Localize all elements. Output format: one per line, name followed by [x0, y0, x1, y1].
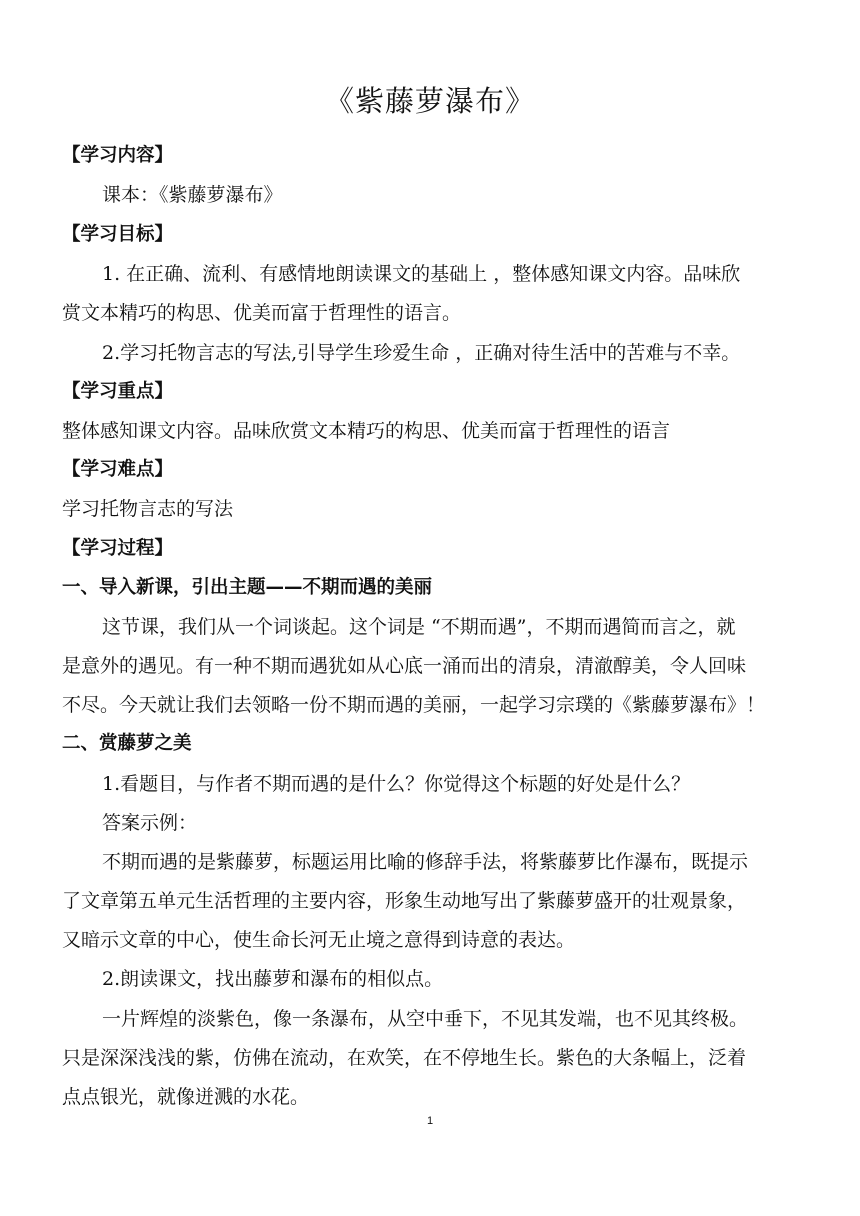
document-title: 《紫藤萝瀑布》: [324, 84, 535, 118]
answer-line-1: 不期而遇的是紫藤萝，标题运用比喻的修辞手法，将紫藤萝比作瀑布，既提示: [102, 851, 749, 873]
question-2: 2.朗读课文，找出藤萝和瀑布的相似点。: [102, 968, 444, 990]
difficulties-text: 学习托物言志的写法: [62, 498, 234, 520]
question-2-text-line-3: 点点银光，就像迸溅的水花。: [62, 1086, 310, 1108]
part-1-paragraph-line-1: 这节课，我们从一个词谈起。这个词是 “不期而遇”，不期而遇简而言之，就: [102, 616, 736, 638]
question-1: 1.看题目，与作者不期而遇的是什么？你觉得这个标题的好处是什么？: [102, 773, 691, 795]
answer-label: 答案示例：: [102, 812, 198, 834]
part-1-heading: 一、导入新课，引出主题——不期而遇的美丽: [62, 577, 433, 598]
part-1-paragraph-line-2: 是意外的遇见。有一种不期而遇犹如从心底一涌而出的清泉，清澈醇美，令人回味: [62, 655, 747, 677]
part-2-heading: 二、赏藤萝之美: [62, 733, 192, 754]
section-heading-process: 【学习过程】: [62, 538, 174, 559]
page-number: 1: [426, 1115, 434, 1127]
section-heading-goals: 【学习目标】: [62, 224, 174, 245]
section-heading-key-points: 【学习重点】: [62, 381, 174, 402]
part-1-paragraph-line-3: 不尽。今天就让我们去领略一份不期而遇的美丽，一起学习宗璞的《紫藤萝瀑布》！: [62, 694, 766, 716]
question-2-text-line-1: 一片辉煌的淡紫色，像一条瀑布，从空中垂下，不见其发端，也不见其终极。: [102, 1008, 749, 1030]
section-heading-difficulties: 【学习难点】: [62, 459, 174, 480]
goal-2: 2.学习托物言志的写法,引导学生珍爱生命 ，正确对待生活中的苦难与不幸。: [102, 342, 741, 364]
answer-line-2: 了文章第五单元生活哲理的主要内容，形象生动地写出了紫藤萝盛开的壮观景象，: [62, 890, 747, 912]
section-heading-content: 【学习内容】: [62, 145, 174, 166]
goal-1-line-2: 赏文本精巧的构思、优美而富于哲理性的语言。: [62, 302, 462, 324]
answer-line-3: 又暗示文章的中心，使生命长河无止境之意得到诗意的表达。: [62, 929, 576, 951]
goal-1-line-1: 1. 在正确、流利、有感情地朗读课文的基础上 ，整体感知课文内容。品味欣: [102, 263, 741, 285]
content-text: 课本：《紫藤萝瀑布》: [102, 184, 283, 206]
question-2-text-line-2: 只是深深浅浅的紫，仿佛在流动，在欢笑，在不停地生长。紫色的大条幅上，泛着: [62, 1047, 747, 1069]
key-points-text: 整体感知课文内容。品味欣赏文本精巧的构思、优美而富于哲理性的语言: [62, 420, 671, 442]
